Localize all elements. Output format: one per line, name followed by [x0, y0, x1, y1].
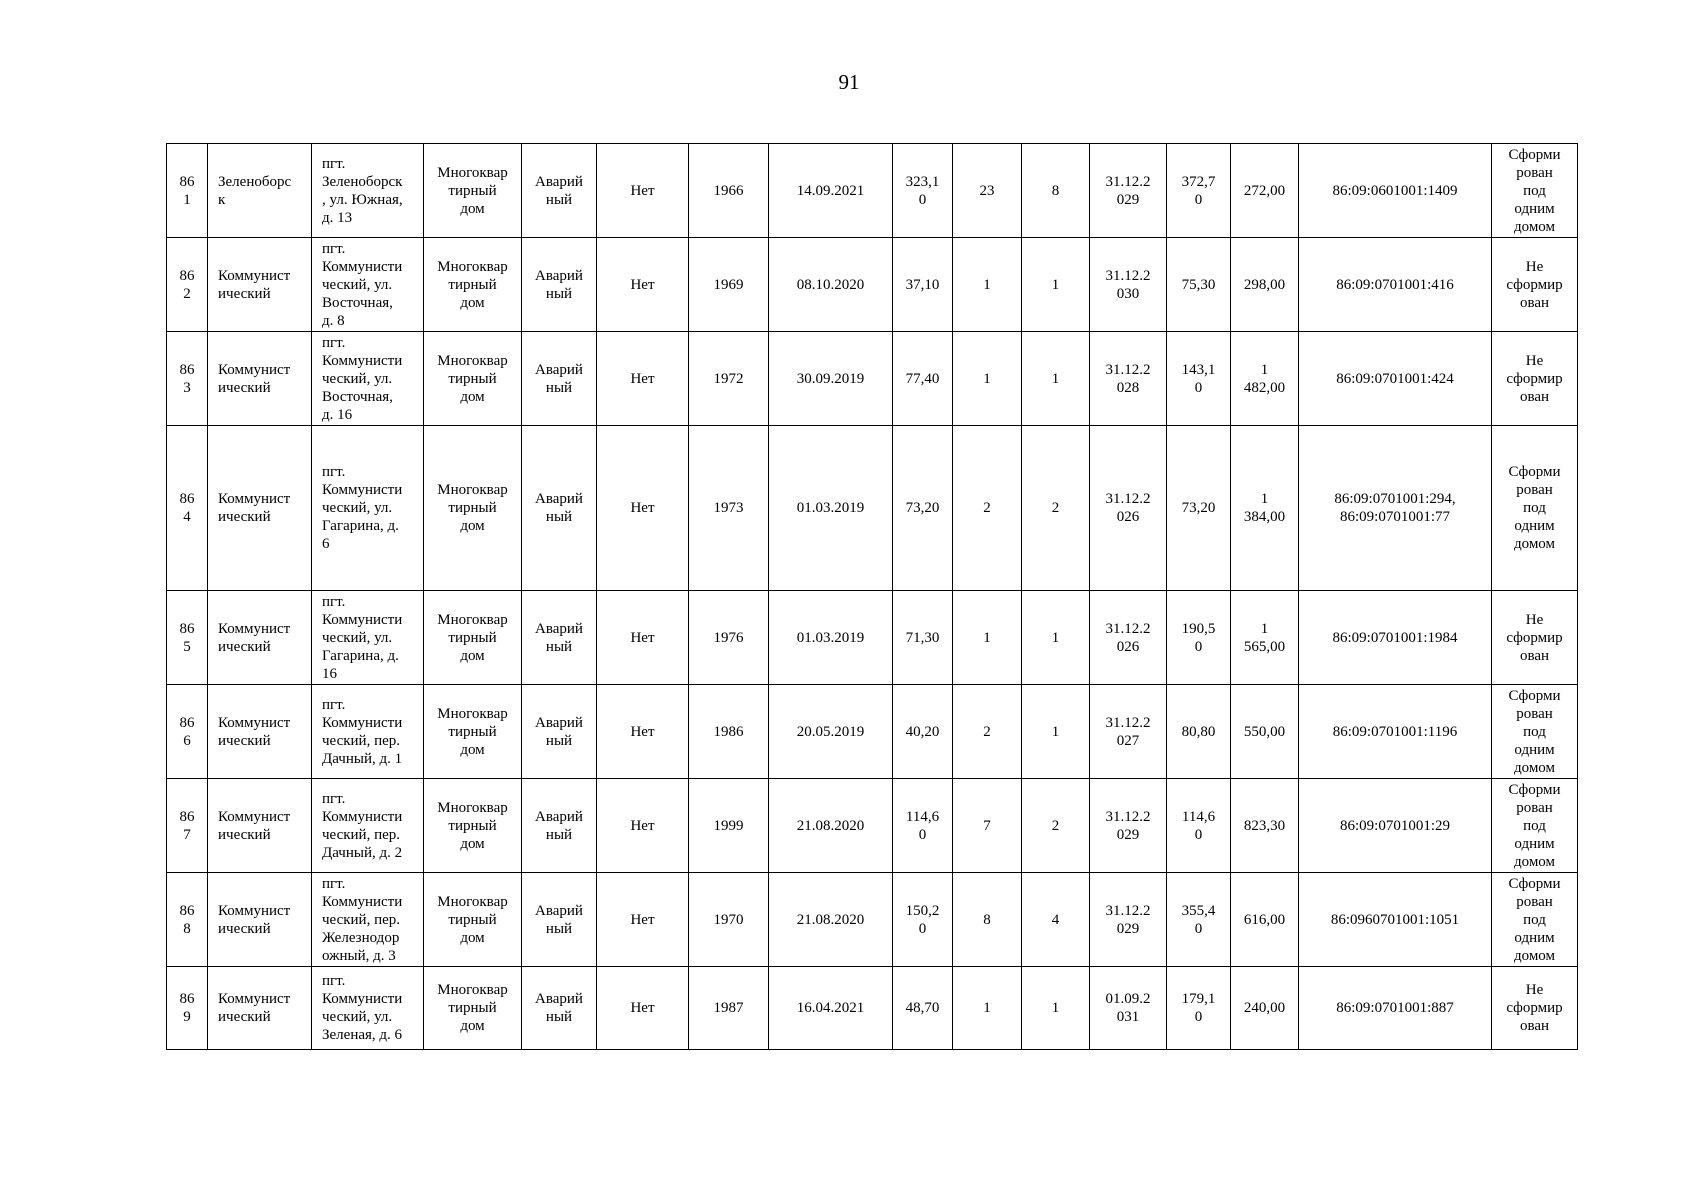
residents-cell: 2: [953, 685, 1022, 779]
cost-cell: 298,00: [1231, 238, 1299, 332]
area-cell: 40,20: [893, 685, 953, 779]
recognition-date-cell: 01.03.2019: [769, 426, 893, 591]
residents-cell: 1: [953, 238, 1022, 332]
condition-status-cell: Аварий ный: [522, 591, 597, 685]
cost-cell: 550,00: [1231, 685, 1299, 779]
building-type-cell: Многоквар тирный дом: [424, 591, 522, 685]
municipality-cell: Коммунист ический: [208, 426, 312, 591]
land-plot-status-cell: Сформи рован под одним домом: [1492, 144, 1578, 238]
condition-status-cell: Аварий ный: [522, 873, 597, 967]
address-cell: пгт. Коммунисти ческий, ул. Восточная, д. 8: [312, 238, 424, 332]
row-number-cell: 86 5: [167, 591, 208, 685]
recognition-date-cell: 08.10.2020: [769, 238, 893, 332]
table-row: [167, 967, 1578, 1050]
flag-cell: Нет: [597, 426, 689, 591]
land-plot-status-cell: Не сформир ован: [1492, 238, 1578, 332]
apartments-cell: 2: [1022, 779, 1090, 873]
total-area-cell: 114,6 0: [1167, 779, 1231, 873]
land-plot-status-cell: Сформи рован под одним домом: [1492, 685, 1578, 779]
land-plot-status-cell: Сформи рован под одним домом: [1492, 426, 1578, 591]
cost-cell: 272,00: [1231, 144, 1299, 238]
condition-status-cell: Аварий ный: [522, 332, 597, 426]
row-number-cell: 86 7: [167, 779, 208, 873]
table-body: [167, 144, 1578, 1050]
address-cell: пгт. Коммунисти ческий, пер. Железнодор ожный, д. 3: [312, 873, 424, 967]
residents-cell: 8: [953, 873, 1022, 967]
row-number-cell: 86 8: [167, 873, 208, 967]
row-number-cell: 86 2: [167, 238, 208, 332]
total-area-cell: 190,5 0: [1167, 591, 1231, 685]
land-plot-status-cell: Не сформир ован: [1492, 591, 1578, 685]
apartments-cell: 1: [1022, 238, 1090, 332]
apartments-cell: 8: [1022, 144, 1090, 238]
total-area-cell: 73,20: [1167, 426, 1231, 591]
cadastral-number-cell: 86:09:0701001:424: [1299, 332, 1492, 426]
total-area-cell: 372,7 0: [1167, 144, 1231, 238]
building-type-cell: Многоквар тирный дом: [424, 779, 522, 873]
row-number-cell: 86 1: [167, 144, 208, 238]
deadline-cell: 31.12.2 026: [1090, 591, 1167, 685]
building-type-cell: Многоквар тирный дом: [424, 873, 522, 967]
flag-cell: Нет: [597, 967, 689, 1050]
apartments-cell: 2: [1022, 426, 1090, 591]
row-number-cell: 86 6: [167, 685, 208, 779]
flag-cell: Нет: [597, 144, 689, 238]
total-area-cell: 143,1 0: [1167, 332, 1231, 426]
deadline-cell: 01.09.2 031: [1090, 967, 1167, 1050]
municipality-cell: Коммунист ический: [208, 685, 312, 779]
total-area-cell: 75,30: [1167, 238, 1231, 332]
cost-cell: 823,30: [1231, 779, 1299, 873]
cost-cell: 1 482,00: [1231, 332, 1299, 426]
table-row: [167, 685, 1578, 779]
deadline-cell: 31.12.2 027: [1090, 685, 1167, 779]
address-cell: пгт. Коммунисти ческий, ул. Гагарина, д. 6: [312, 426, 424, 591]
table-row: [167, 779, 1578, 873]
cost-cell: 1 384,00: [1231, 426, 1299, 591]
recognition-date-cell: 16.04.2021: [769, 967, 893, 1050]
cadastral-number-cell: 86:09:0701001:1984: [1299, 591, 1492, 685]
row-number-cell: 86 3: [167, 332, 208, 426]
land-plot-status-cell: Сформи рован под одним домом: [1492, 873, 1578, 967]
deadline-cell: 31.12.2 028: [1090, 332, 1167, 426]
recognition-date-cell: 14.09.2021: [769, 144, 893, 238]
deadline-cell: 31.12.2 026: [1090, 426, 1167, 591]
condition-status-cell: Аварий ный: [522, 238, 597, 332]
cost-cell: 1 565,00: [1231, 591, 1299, 685]
land-plot-status-cell: Сформи рован под одним домом: [1492, 779, 1578, 873]
cadastral-number-cell: 86:09:0701001:1196: [1299, 685, 1492, 779]
apartments-cell: 4: [1022, 873, 1090, 967]
area-cell: 48,70: [893, 967, 953, 1050]
housing-registry-table: [166, 143, 1578, 1050]
flag-cell: Нет: [597, 779, 689, 873]
cadastral-number-cell: 86:09:0601001:1409: [1299, 144, 1492, 238]
condition-status-cell: Аварий ный: [522, 685, 597, 779]
municipality-cell: Коммунист ический: [208, 873, 312, 967]
deadline-cell: 31.12.2 029: [1090, 779, 1167, 873]
flag-cell: Нет: [597, 332, 689, 426]
address-cell: пгт. Коммунисти ческий, ул. Гагарина, д. 16: [312, 591, 424, 685]
year-cell: 1999: [689, 779, 769, 873]
cadastral-number-cell: 86:09:0701001:294, 86:09:0701001:77: [1299, 426, 1492, 591]
residents-cell: 23: [953, 144, 1022, 238]
building-type-cell: Многоквар тирный дом: [424, 685, 522, 779]
municipality-cell: Коммунист ический: [208, 779, 312, 873]
area-cell: 71,30: [893, 591, 953, 685]
land-plot-status-cell: Не сформир ован: [1492, 332, 1578, 426]
table-row: [167, 591, 1578, 685]
land-plot-status-cell: Не сформир ован: [1492, 967, 1578, 1050]
row-number-cell: 86 9: [167, 967, 208, 1050]
address-cell: пгт. Коммунисти ческий, пер. Дачный, д. 2: [312, 779, 424, 873]
condition-status-cell: Аварий ный: [522, 426, 597, 591]
apartments-cell: 1: [1022, 591, 1090, 685]
year-cell: 1972: [689, 332, 769, 426]
page-number: 91: [838, 70, 860, 94]
total-area-cell: 355,4 0: [1167, 873, 1231, 967]
area-cell: 73,20: [893, 426, 953, 591]
building-type-cell: Многоквар тирный дом: [424, 426, 522, 591]
cadastral-number-cell: 86:09:0701001:887: [1299, 967, 1492, 1050]
residents-cell: 7: [953, 779, 1022, 873]
recognition-date-cell: 01.03.2019: [769, 591, 893, 685]
area-cell: 77,40: [893, 332, 953, 426]
recognition-date-cell: 20.05.2019: [769, 685, 893, 779]
cost-cell: 616,00: [1231, 873, 1299, 967]
municipality-cell: Коммунист ический: [208, 332, 312, 426]
condition-status-cell: Аварий ный: [522, 967, 597, 1050]
building-type-cell: Многоквар тирный дом: [424, 144, 522, 238]
year-cell: 1966: [689, 144, 769, 238]
municipality-cell: Коммунист ический: [208, 591, 312, 685]
year-cell: 1976: [689, 591, 769, 685]
year-cell: 1969: [689, 238, 769, 332]
building-type-cell: Многоквар тирный дом: [424, 238, 522, 332]
residents-cell: 1: [953, 967, 1022, 1050]
area-cell: 114,6 0: [893, 779, 953, 873]
flag-cell: Нет: [597, 873, 689, 967]
flag-cell: Нет: [597, 591, 689, 685]
year-cell: 1987: [689, 967, 769, 1050]
municipality-cell: Зеленоборс к: [208, 144, 312, 238]
deadline-cell: 31.12.2 029: [1090, 144, 1167, 238]
condition-status-cell: Аварий ный: [522, 144, 597, 238]
address-cell: пгт. Коммунисти ческий, ул. Зеленая, д. 6: [312, 967, 424, 1050]
cadastral-number-cell: 86:09:0701001:29: [1299, 779, 1492, 873]
cadastral-number-cell: 86:0960701001:1051: [1299, 873, 1492, 967]
year-cell: 1970: [689, 873, 769, 967]
deadline-cell: 31.12.2 029: [1090, 873, 1167, 967]
flag-cell: Нет: [597, 238, 689, 332]
total-area-cell: 80,80: [1167, 685, 1231, 779]
residents-cell: 2: [953, 426, 1022, 591]
total-area-cell: 179,1 0: [1167, 967, 1231, 1050]
area-cell: 37,10: [893, 238, 953, 332]
flag-cell: Нет: [597, 685, 689, 779]
table-row: [167, 238, 1578, 332]
year-cell: 1973: [689, 426, 769, 591]
residents-cell: 1: [953, 591, 1022, 685]
table-row: [167, 873, 1578, 967]
area-cell: 323,1 0: [893, 144, 953, 238]
deadline-cell: 31.12.2 030: [1090, 238, 1167, 332]
cadastral-number-cell: 86:09:0701001:416: [1299, 238, 1492, 332]
cost-cell: 240,00: [1231, 967, 1299, 1050]
building-type-cell: Многоквар тирный дом: [424, 332, 522, 426]
residents-cell: 1: [953, 332, 1022, 426]
table-row: [167, 332, 1578, 426]
municipality-cell: Коммунист ический: [208, 238, 312, 332]
address-cell: пгт. Коммунисти ческий, пер. Дачный, д. 1: [312, 685, 424, 779]
area-cell: 150,2 0: [893, 873, 953, 967]
table-row: [167, 144, 1578, 238]
recognition-date-cell: 21.08.2020: [769, 873, 893, 967]
apartments-cell: 1: [1022, 685, 1090, 779]
municipality-cell: Коммунист ический: [208, 967, 312, 1050]
building-type-cell: Многоквар тирный дом: [424, 967, 522, 1050]
condition-status-cell: Аварий ный: [522, 779, 597, 873]
apartments-cell: 1: [1022, 332, 1090, 426]
apartments-cell: 1: [1022, 967, 1090, 1050]
recognition-date-cell: 30.09.2019: [769, 332, 893, 426]
recognition-date-cell: 21.08.2020: [769, 779, 893, 873]
address-cell: пгт. Зеленоборск , ул. Южная, д. 13: [312, 144, 424, 238]
year-cell: 1986: [689, 685, 769, 779]
table-row: [167, 426, 1578, 591]
row-number-cell: 86 4: [167, 426, 208, 591]
address-cell: пгт. Коммунисти ческий, ул. Восточная, д. 16: [312, 332, 424, 426]
